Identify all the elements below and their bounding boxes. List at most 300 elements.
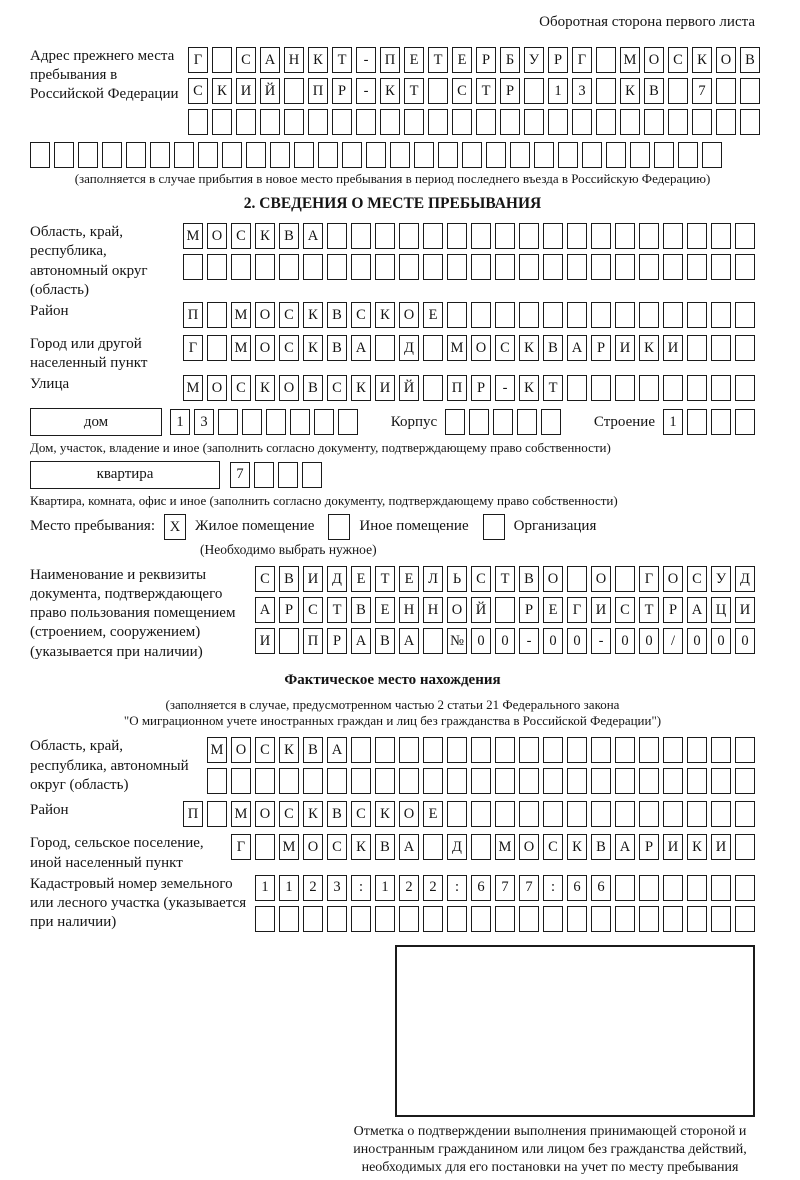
char-box: П (308, 78, 328, 104)
char-box (639, 801, 659, 827)
char-box (567, 566, 587, 592)
char-box: Г (188, 47, 208, 73)
char-box (548, 109, 568, 135)
char-box (639, 875, 659, 901)
char-box (663, 737, 683, 763)
char-box: О (231, 737, 251, 763)
char-box (284, 78, 304, 104)
char-box: С (471, 566, 491, 592)
char-box: О (447, 597, 467, 623)
char-box: В (543, 335, 563, 361)
region-boxes (183, 223, 755, 285)
char-box: Е (375, 597, 395, 623)
char-box: В (644, 78, 664, 104)
char-box (423, 737, 443, 763)
char-box: О (303, 834, 323, 860)
char-box: П (183, 302, 203, 328)
char-box (231, 254, 251, 280)
char-box (399, 254, 419, 280)
char-box: К (692, 47, 712, 73)
char-box (711, 335, 731, 361)
char-box: О (591, 566, 611, 592)
char-box (735, 302, 755, 328)
char-box (447, 768, 467, 794)
char-box: Р (327, 628, 347, 654)
char-box: Т (404, 78, 424, 104)
char-box (207, 254, 227, 280)
char-box (423, 254, 443, 280)
char-box (615, 768, 635, 794)
char-box: О (255, 801, 275, 827)
char-box: Р (476, 47, 496, 73)
char-box: Г (231, 834, 251, 860)
char-box (290, 409, 310, 435)
char-box (212, 109, 232, 135)
char-box (351, 906, 371, 932)
char-box: А (351, 335, 371, 361)
char-box (495, 906, 515, 932)
char-box: К (279, 737, 299, 763)
char-box: Р (639, 834, 659, 860)
char-box: С (279, 302, 299, 328)
char-box: Р (332, 78, 352, 104)
char-box (222, 142, 242, 168)
char-box (399, 737, 419, 763)
char-box: В (279, 566, 299, 592)
char-box (254, 462, 274, 488)
actual-region-block (30, 737, 755, 799)
char-box: И (255, 628, 275, 654)
char-box (303, 906, 323, 932)
char-box (447, 737, 467, 763)
actual-district-label: Район (30, 802, 69, 819)
char-box (375, 223, 395, 249)
char-box: 0 (495, 628, 515, 654)
char-box: К (567, 834, 587, 860)
other-premises-label: Иное помещение (359, 518, 469, 535)
char-box (735, 906, 755, 932)
char-box (338, 409, 358, 435)
char-box (471, 737, 491, 763)
char-box (390, 142, 410, 168)
char-box: О (255, 302, 275, 328)
char-box: С (327, 375, 347, 401)
char-box (218, 409, 238, 435)
prev-address-boxes (188, 47, 760, 140)
char-box (495, 597, 515, 623)
char-box (716, 109, 736, 135)
char-box: 7 (519, 875, 539, 901)
cadastre-block (30, 875, 755, 937)
char-box (207, 768, 227, 794)
char-box: С (231, 223, 251, 249)
apartment-boxes (230, 462, 322, 488)
char-box (447, 302, 467, 328)
char-box (591, 906, 611, 932)
korpus-label: Корпус (390, 413, 438, 430)
street-row (183, 375, 755, 401)
char-box (687, 768, 707, 794)
char-box: О (519, 834, 539, 860)
char-box (308, 109, 328, 135)
char-box (517, 409, 537, 435)
char-box (663, 768, 683, 794)
char-box (236, 109, 256, 135)
char-box: И (735, 597, 755, 623)
char-box (375, 335, 395, 361)
char-box (423, 768, 443, 794)
char-box: С (255, 737, 275, 763)
char-box: К (620, 78, 640, 104)
char-box (260, 109, 280, 135)
char-box (327, 768, 347, 794)
char-box: О (207, 375, 227, 401)
char-box (266, 409, 286, 435)
actual-region-row-1 (207, 737, 755, 763)
prev-address-row-1 (188, 47, 760, 73)
char-box (462, 142, 482, 168)
char-box (428, 109, 448, 135)
char-box: Т (327, 597, 347, 623)
char-box (351, 223, 371, 249)
char-box (366, 142, 386, 168)
char-box (735, 875, 755, 901)
char-box: 0 (615, 628, 635, 654)
char-box (188, 109, 208, 135)
char-box: П (303, 628, 323, 654)
char-box (447, 254, 467, 280)
char-box: С (236, 47, 256, 73)
char-box: 7 (692, 78, 712, 104)
char-box (375, 906, 395, 932)
char-box (543, 768, 563, 794)
char-box (471, 834, 491, 860)
char-box: О (207, 223, 227, 249)
char-box (639, 768, 659, 794)
city-block (30, 335, 755, 373)
char-box: К (519, 375, 539, 401)
char-box (279, 906, 299, 932)
char-box: Е (351, 566, 371, 592)
char-box: С (687, 566, 707, 592)
char-box (711, 875, 731, 901)
char-box (591, 223, 611, 249)
char-box: : (447, 875, 467, 901)
char-box: А (303, 223, 323, 249)
char-box (519, 737, 539, 763)
char-box (735, 737, 755, 763)
char-box: А (567, 335, 587, 361)
char-box: И (663, 834, 683, 860)
stroenie-boxes (663, 409, 755, 435)
actual-location-title: Фактическое место нахождения (284, 671, 501, 688)
section2-title: 2. СВЕДЕНИЯ О МЕСТЕ ПРЕБЫВАНИЯ (243, 195, 542, 213)
char-box (740, 109, 760, 135)
char-box: Е (543, 597, 563, 623)
char-box: Т (332, 47, 352, 73)
char-box: Т (375, 566, 395, 592)
char-box: С (279, 801, 299, 827)
char-box (500, 109, 520, 135)
char-box: / (663, 628, 683, 654)
char-box (687, 254, 707, 280)
char-box: 6 (471, 875, 491, 901)
actual-region-boxes (207, 737, 755, 799)
actual-region-label: Область, край, республика, автономный округ (область) (30, 738, 189, 793)
char-box: П (447, 375, 467, 401)
char-box: 2 (399, 875, 419, 901)
char-box: К (375, 302, 395, 328)
char-box: 1 (375, 875, 395, 901)
char-box (327, 906, 347, 932)
doc-rights-row-3 (255, 628, 755, 654)
char-box: Й (399, 375, 419, 401)
char-box: С (188, 78, 208, 104)
char-box: М (207, 737, 227, 763)
char-box: Т (639, 597, 659, 623)
char-box: Д (399, 335, 419, 361)
doc-rights-row-2 (255, 597, 755, 623)
char-box (663, 254, 683, 280)
char-box: В (327, 302, 347, 328)
char-box (687, 906, 707, 932)
stay-type-note: (Необходимо выбрать нужное) (200, 541, 377, 557)
char-box: В (303, 375, 323, 401)
district-label: Район (30, 303, 69, 319)
char-box (534, 142, 554, 168)
char-box: С (668, 47, 688, 73)
char-box (543, 254, 563, 280)
char-box: В (591, 834, 611, 860)
char-box: К (639, 335, 659, 361)
char-box (302, 462, 322, 488)
char-box (524, 78, 544, 104)
confirmation-stamp-caption: Отметка о подтверждении выполнения принимающей стороной и иностранным гражданином или лицом без гражданства действий, необходимых для его постановки на учет по месту пребывания (353, 1123, 747, 1176)
char-box: А (615, 834, 635, 860)
char-box (54, 142, 74, 168)
char-box (279, 254, 299, 280)
char-box: Г (639, 566, 659, 592)
char-box (702, 142, 722, 168)
char-box (711, 375, 731, 401)
char-box: Р (471, 375, 491, 401)
char-box (687, 302, 707, 328)
char-box (735, 375, 755, 401)
char-box: А (399, 628, 419, 654)
char-box (567, 906, 587, 932)
region-row-1 (183, 223, 755, 249)
char-box: К (303, 801, 323, 827)
char-box: К (255, 375, 275, 401)
char-box: В (327, 801, 347, 827)
stay-option-other (328, 514, 468, 540)
char-box (711, 223, 731, 249)
char-box (207, 302, 227, 328)
char-box (591, 254, 611, 280)
char-box: У (524, 47, 544, 73)
char-box (543, 302, 563, 328)
prev-address-note: (заполняется в случае прибытия в новое место пребывания в период последнего въезда в Российскую Федерацию) (74, 171, 711, 186)
char-box (375, 768, 395, 794)
char-box (615, 875, 635, 901)
char-box: Н (423, 597, 443, 623)
char-box: И (591, 597, 611, 623)
char-box: Н (399, 597, 419, 623)
char-box (303, 768, 323, 794)
char-box (687, 737, 707, 763)
char-box: Е (399, 566, 419, 592)
char-box: К (351, 834, 371, 860)
char-box: 0 (687, 628, 707, 654)
char-box (414, 142, 434, 168)
char-box (183, 254, 203, 280)
char-box: : (351, 875, 371, 901)
char-box: Д (327, 566, 347, 592)
char-box (471, 906, 491, 932)
char-box (294, 142, 314, 168)
char-box (687, 375, 707, 401)
char-box: С (351, 801, 371, 827)
char-box: Т (543, 375, 563, 401)
char-box: С (543, 834, 563, 860)
street-label: Улица (30, 376, 70, 393)
char-box: Р (548, 47, 568, 73)
char-box: 3 (194, 409, 214, 435)
char-box: К (375, 801, 395, 827)
char-box (711, 801, 731, 827)
char-box (543, 801, 563, 827)
korpus-boxes (445, 409, 561, 435)
apartment-note: Квартира, комната, офис и иное (заполнить согласно документу, подтверждающему право собственности) (30, 492, 618, 508)
char-box (423, 375, 443, 401)
prev-address-row-2 (188, 78, 760, 104)
char-box: В (375, 628, 395, 654)
char-box (735, 223, 755, 249)
char-box: - (356, 78, 376, 104)
char-box: 0 (471, 628, 491, 654)
char-box (596, 78, 616, 104)
actual-location-note-2: "О миграционном учете иностранных граждан и лиц без гражданства в Российской Федерации") (123, 713, 662, 729)
char-box (399, 906, 419, 932)
char-box (284, 109, 304, 135)
char-box (231, 768, 251, 794)
cadastre-label: Кадастровый номер земельного или лесного участка (указывается при наличии) (30, 875, 247, 931)
char-box: Б (500, 47, 520, 73)
char-box (687, 335, 707, 361)
char-box (519, 906, 539, 932)
char-box (495, 223, 515, 249)
char-box (278, 462, 298, 488)
char-box (639, 737, 659, 763)
char-box (519, 801, 539, 827)
char-box: О (279, 375, 299, 401)
char-box: Т (495, 566, 515, 592)
char-box (126, 142, 146, 168)
char-box (692, 109, 712, 135)
char-box: Т (428, 47, 448, 73)
char-box (591, 801, 611, 827)
char-box (668, 109, 688, 135)
char-box: Е (404, 47, 424, 73)
char-box: О (399, 801, 419, 827)
char-box (471, 223, 491, 249)
stay-option-organization (483, 514, 597, 540)
char-box (198, 142, 218, 168)
char-box: О (663, 566, 683, 592)
char-box (687, 409, 707, 435)
char-box (255, 768, 275, 794)
char-box: Н (284, 47, 304, 73)
prev-address-block (30, 47, 755, 140)
char-box (567, 801, 587, 827)
char-box (711, 906, 731, 932)
char-box: О (255, 335, 275, 361)
char-box (687, 223, 707, 249)
doc-rights-label: Наименование и реквизиты документа, подтверждающего право пользования помещением (строением, сооружением) (указывается при наличии) (30, 566, 236, 660)
char-box (663, 875, 683, 901)
house-label-box: дом (30, 408, 162, 436)
actual-city-label: Город, сельское поселение, иной населенный пункт (30, 835, 204, 871)
char-box (327, 254, 347, 280)
doc-rights-block (30, 566, 755, 662)
cadastre-boxes (255, 875, 755, 937)
char-box (375, 254, 395, 280)
char-box (438, 142, 458, 168)
char-box: 1 (255, 875, 275, 901)
stay-option-residential (164, 514, 314, 540)
char-box (615, 737, 635, 763)
char-box (255, 254, 275, 280)
char-box: К (303, 335, 323, 361)
char-box: К (687, 834, 707, 860)
char-box (423, 223, 443, 249)
char-box (255, 906, 275, 932)
char-box (630, 142, 650, 168)
char-box: А (351, 628, 371, 654)
char-box: О (644, 47, 664, 73)
char-box (207, 335, 227, 361)
char-box (423, 628, 443, 654)
char-box (711, 737, 731, 763)
char-box: 7 (230, 462, 250, 488)
char-box: С (231, 375, 251, 401)
char-box: Р (519, 597, 539, 623)
char-box: Р (500, 78, 520, 104)
char-box (342, 142, 362, 168)
char-box (596, 109, 616, 135)
char-box (174, 142, 194, 168)
char-box: А (327, 737, 347, 763)
char-box (447, 801, 467, 827)
char-box: В (351, 597, 371, 623)
char-box (567, 302, 587, 328)
char-box (615, 254, 635, 280)
char-box (735, 768, 755, 794)
char-box: В (519, 566, 539, 592)
char-box: М (183, 223, 203, 249)
char-box: П (183, 801, 203, 827)
char-box: 0 (735, 628, 755, 654)
organization-checkbox (483, 514, 505, 540)
char-box (495, 737, 515, 763)
char-box (524, 109, 544, 135)
char-box (519, 302, 539, 328)
char-box (471, 801, 491, 827)
char-box (735, 335, 755, 361)
char-box: А (255, 597, 275, 623)
city-row (183, 335, 755, 361)
char-box: Д (447, 834, 467, 860)
